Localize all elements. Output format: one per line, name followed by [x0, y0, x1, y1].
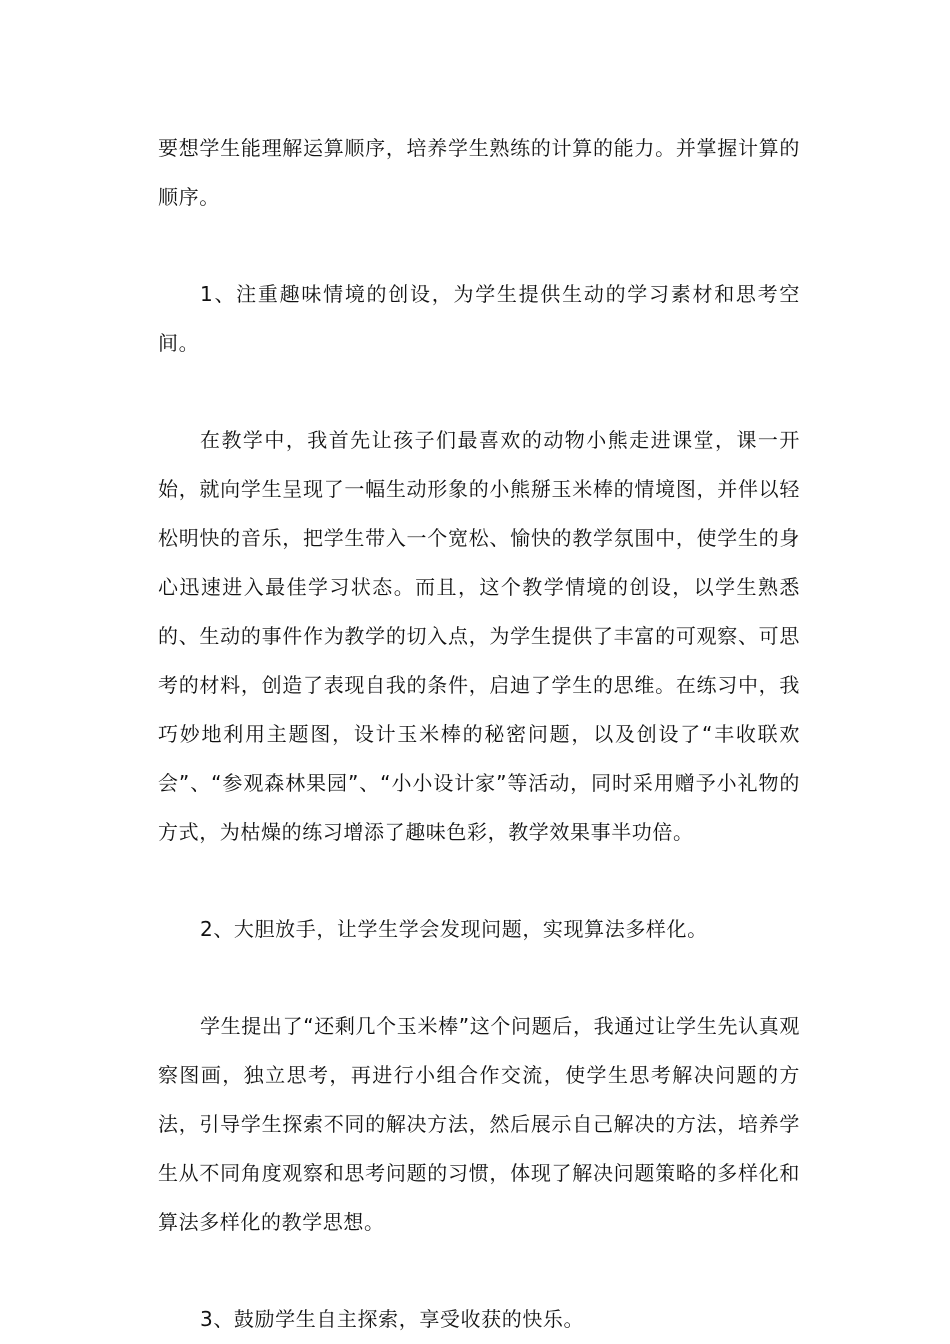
- section-heading-2: 2、大胆放手，让学生学会发现问题，实现算法多样化。: [200, 917, 708, 941]
- section-heading-3: 3、鼓励学生自主探索，享受收获的快乐。: [200, 1307, 585, 1331]
- paragraph-gap: [158, 1247, 800, 1295]
- document-body: [158, 124, 800, 1344]
- paragraph-intro-continuation: 要想学生能理解运算顺序，培养学生熟练的计算的能力。并掌握计算的顺序。: [158, 136, 800, 209]
- paragraph-gap: [158, 222, 800, 270]
- paragraph-algorithm-diversity: 学生提出了“还剩几个玉米棒”这个问题后，我通过让学生先认真观察图画，独立思考，再进行小组合作交流，使学生思考解决问题的方法，引导学生探索不同的解决方法，然后展示自己解决的方法，培养学生从不同角度观察和思考问题的习惯，体现了解决问题策略的多样化和算法多样化的教学思想。: [158, 1014, 800, 1234]
- paragraph-gap: [158, 954, 800, 1002]
- paragraph-gap: [158, 857, 800, 905]
- paragraph-gap: [158, 368, 800, 416]
- section-heading-1: 1、注重趣味情境的创设，为学生提供生动的学习素材和思考空间。: [158, 282, 800, 355]
- paragraph-situation-creation: 在教学中，我首先让孩子们最喜欢的动物小熊走进课堂，课一开始，就向学生呈现了一幅生动形象的小熊掰玉米棒的情境图，并伴以轻松明快的音乐，把学生带入一个宽松、愉快的教学氛围中，使学生的身心迅速进入最佳学习状态。而且，这个教学情境的创设，以学生熟悉的、生动的事件作为教学的切入点，为学生提供了丰富的可观察、可思考的材料，创造了表现自我的条件，启迪了学生的思维。在练习中，我巧妙地利用主题图，设计玉米棒的秘密问题，以及创设了“丰收联欢会”、“参观森林果园”、“小小设计家”等活动，同时采用赠予小礼物的方式，为枯燥的练习增添了趣味色彩，教学效果事半功倍。: [158, 428, 800, 844]
